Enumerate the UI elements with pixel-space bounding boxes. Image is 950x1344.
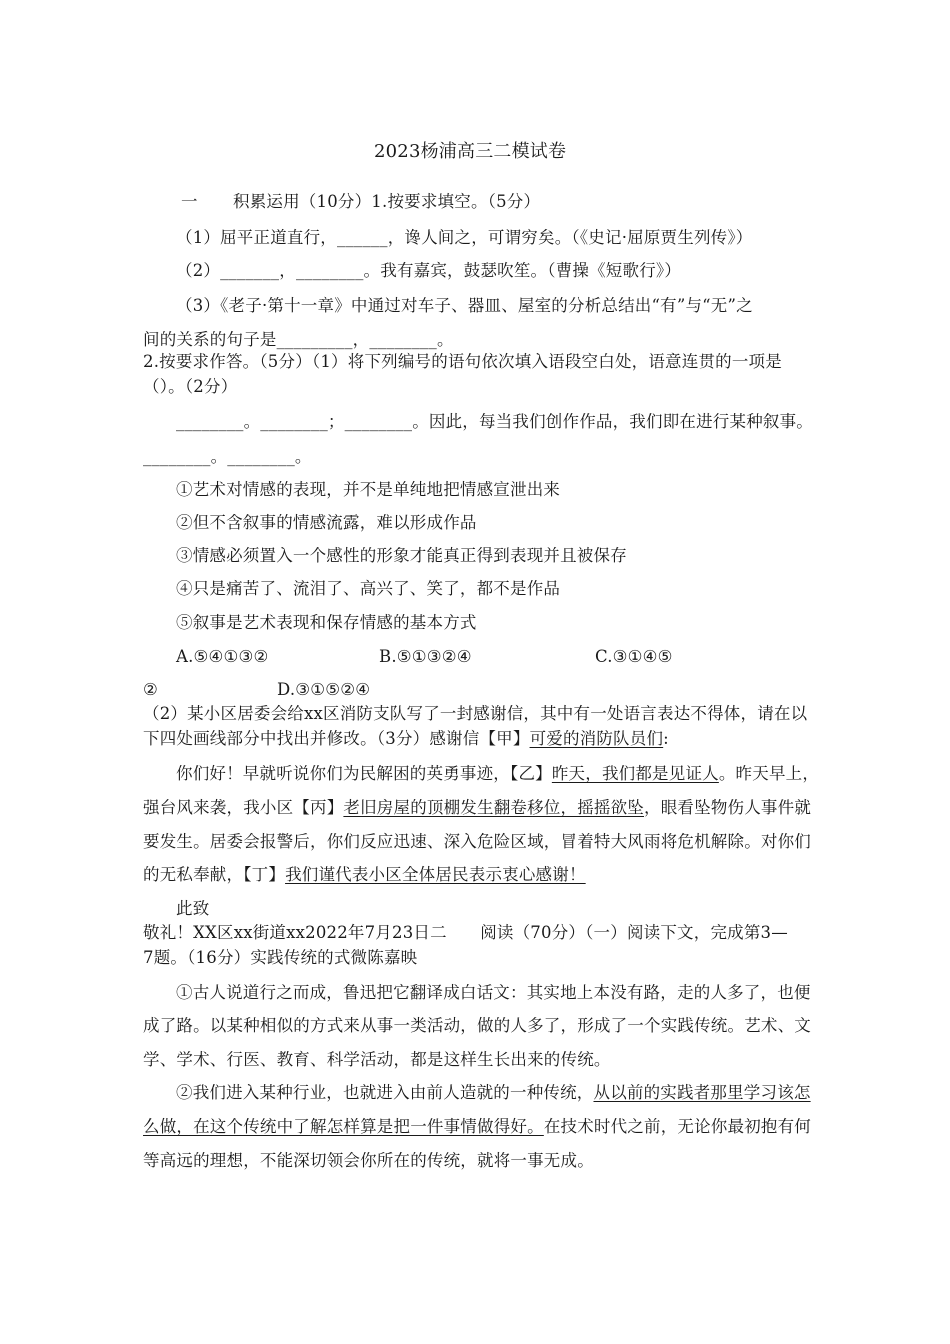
letter-line-4 bbox=[143, 867, 586, 884]
option-d: D.③①⑤②④ bbox=[277, 680, 371, 699]
section-heading: 积累运用（10分）1.按要求填空。（5分） bbox=[233, 192, 541, 211]
underlined-passage-1: 从以前的实践者那里学习该怎 bbox=[593, 1083, 811, 1102]
letter-cizhi: 此致 bbox=[176, 899, 210, 918]
question-1-1: （1）屈平正道直行，______，谗人间之，可谓穷矣。（《史记·屈原贾生列传》） bbox=[176, 228, 753, 247]
question-2-heading-line-1: 2.按要求作答。（5分）（1）将下列编号的语句依次填入语段空白处，语意连贯的一项是 bbox=[143, 352, 782, 371]
letter-closing: 敬礼！XX区xx街道xx2022年7月23日二 阅读（70分）（一）阅读下文，完成第3— bbox=[143, 923, 788, 942]
letter-text: 你们好！早就听说你们为民解困的英勇事迹，【乙】 bbox=[176, 764, 552, 783]
passage-text: 在技术时代之前，无论你最初抱有何 bbox=[543, 1117, 812, 1136]
letter-intro-line-1: （2）某小区居委会给xx区消防支队写了一封感谢信，其中有一处语言表达不得体，请在以 bbox=[143, 704, 808, 723]
question-1-3-line-2: 间的关系的句子是_________，________。 bbox=[143, 330, 454, 349]
passage-p1-line-1: ①古人说道行之而成，鲁迅把它翻译成白话文：其实地上本没有路，走的人多了，也便 bbox=[176, 983, 811, 1002]
underlined-ding: 我们谨代表小区全体居民表示衷心感谢！ bbox=[285, 865, 586, 884]
passage-p2-line-1 bbox=[176, 1085, 811, 1102]
sentence-item-1: ①艺术对情感的表现，并不是单纯地把情感宣泄出来 bbox=[176, 480, 561, 499]
passage-p1-line-3: 学、学术、行医、教育、科学活动，都是这样生长出来的传统。 bbox=[143, 1050, 611, 1069]
passage-p2-line-2 bbox=[143, 1119, 811, 1136]
sentence-item-2: ②但不含叙事的情感流露，难以形成作品 bbox=[176, 513, 477, 532]
passage-text: ②我们进入某种行业，也就进入由前人造就的一种传统， bbox=[176, 1083, 594, 1102]
underlined-jia: 可爱的消防队员们 bbox=[529, 729, 664, 748]
reading-heading: 7题。（16分）实践传统的式微陈嘉映 bbox=[143, 948, 418, 967]
underlined-passage-2: 么做，在这个传统中了解怎样算是把一件事情做得好。 bbox=[143, 1117, 544, 1136]
letter-line-2 bbox=[143, 800, 811, 817]
option-c-tail: ② bbox=[143, 680, 158, 699]
underlined-yi: 昨天，我们都是见证人 bbox=[551, 764, 719, 783]
letter-line-3: 要发生。居委会报警后，你们反应迅速、深入危险区域，冒着特大风雨将危机解除。对你们 bbox=[143, 832, 811, 851]
underlined-bing: 老旧房屋的顶棚发生翻卷移位，摇摇欲坠 bbox=[343, 798, 645, 817]
letter-intro-line-2 bbox=[143, 731, 669, 748]
letter-text: 的无私奉献，【丁】 bbox=[143, 865, 286, 884]
letter-line-1 bbox=[176, 766, 819, 783]
passage-p1-line-2: 成了路。以某种相似的方式来从事一类活动，做的人多了，形成了一个实践传统。艺术、文 bbox=[143, 1016, 811, 1035]
sentence-item-3: ③情感必须置入一个感性的形象才能真正得到表现并且被保存 bbox=[176, 546, 627, 565]
question-1-3-line-1: （3）《老子·第十一章》中通过对车子、器皿、屋室的分析总结出“有”与“无”之 bbox=[176, 296, 753, 315]
option-b: B.⑤①③②④ bbox=[379, 647, 472, 666]
colon: : bbox=[663, 729, 669, 748]
letter-intro-text: 下四处画线部分中找出并修改。（3分）感谢信【甲】 bbox=[143, 729, 530, 748]
question-2-heading-line-2: （）。（2分） bbox=[143, 377, 238, 396]
page-title: 2023杨浦高三二模试卷 bbox=[374, 141, 567, 162]
sentence-item-5: ⑤叙事是艺术表现和保存情感的基本方式 bbox=[176, 613, 477, 632]
letter-text: 强台风来袭，我小区【丙】 bbox=[143, 798, 344, 817]
letter-text: 。昨天早上， bbox=[718, 764, 820, 783]
fill-blanks-line-1: ________。________；________。因此，每当我们创作作品，我们即在进行某种叙事。 bbox=[176, 412, 813, 431]
passage-p2-line-3: 等高远的理想，不能深切领会你所在的传统，就将一事无成。 bbox=[143, 1151, 594, 1170]
question-1-2: （2）_______，________。我有嘉宾，鼓瑟吹笙。（曹操《短歌行》） bbox=[176, 261, 682, 280]
sentence-item-4: ④只是痛苦了、流泪了、高兴了、笑了，都不是作品 bbox=[176, 579, 561, 598]
option-a: A.⑤④①③② bbox=[176, 647, 269, 666]
letter-text: ，眼看坠物伤人事件就 bbox=[644, 798, 812, 817]
fill-blanks-line-2: ________。________。 bbox=[143, 447, 312, 466]
option-c: C.③①④⑤ bbox=[595, 647, 673, 666]
section-number: 一 bbox=[181, 192, 198, 211]
